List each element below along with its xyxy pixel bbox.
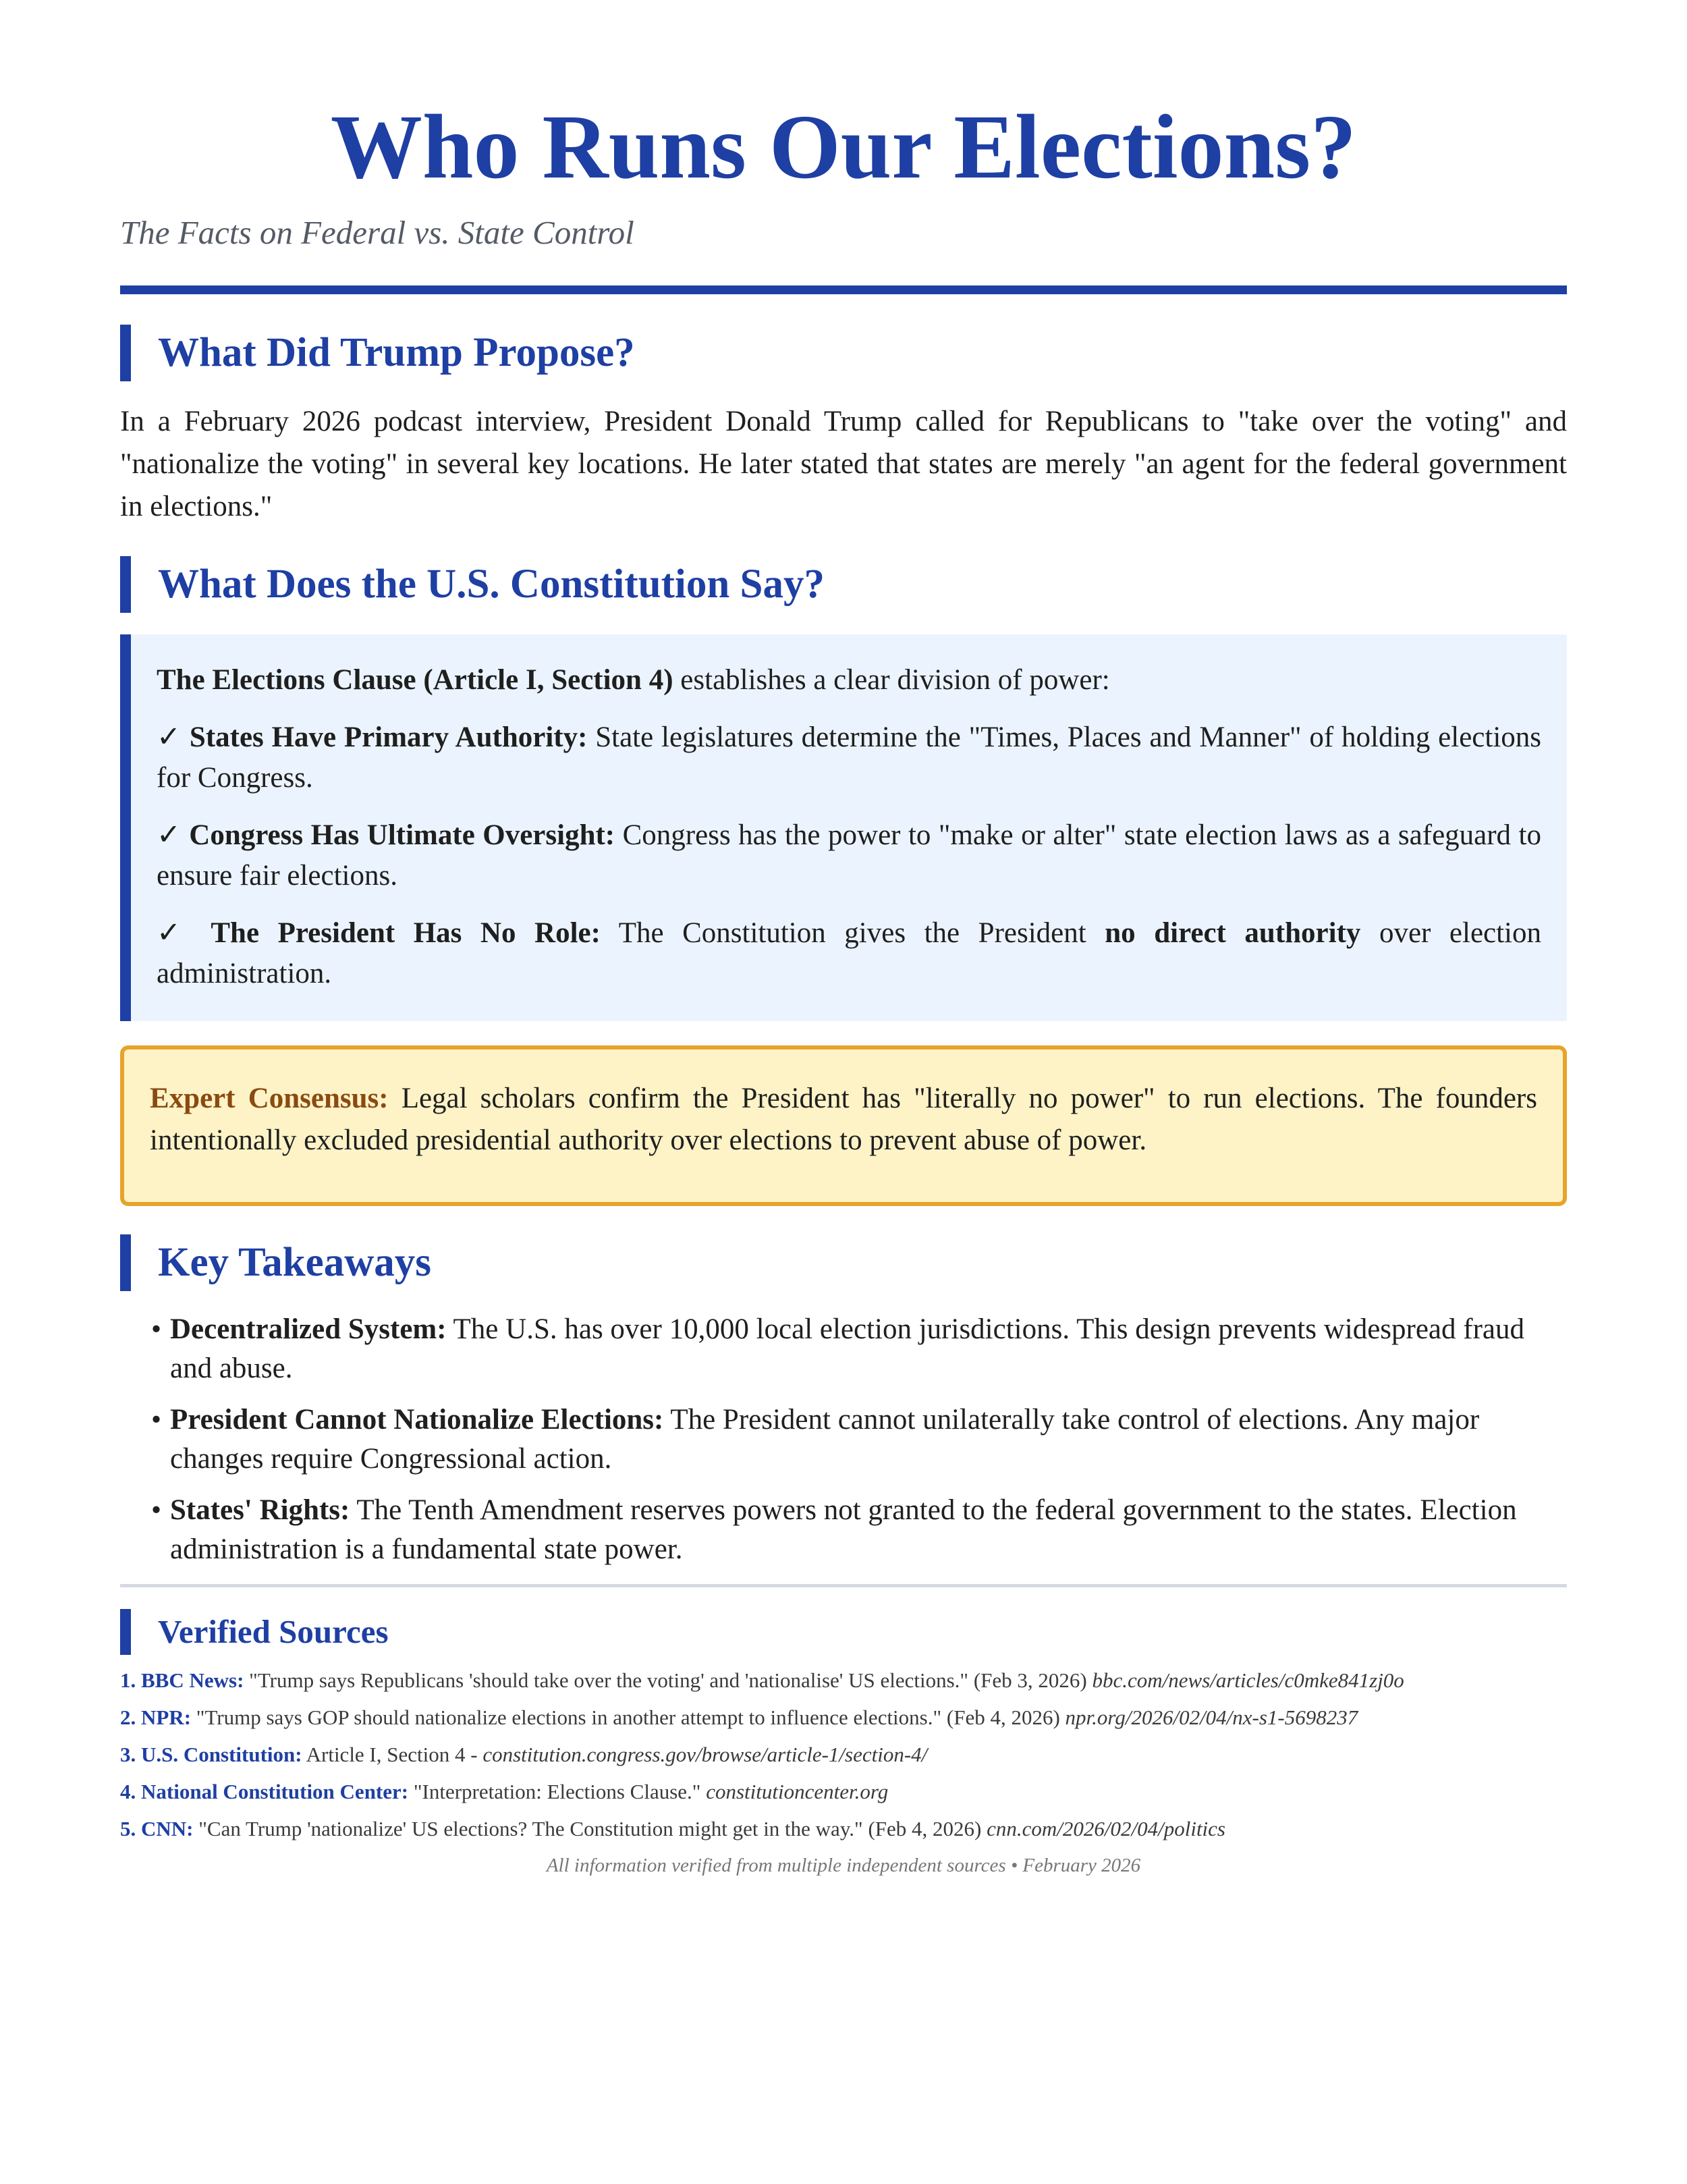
source-text: "Interpretation: Elections Clause." (408, 1779, 707, 1803)
proposal-text: In a February 2026 podcast interview, President Donald Trump called for Republicans to "take over the voting" and "nationalize the voting" in several key locations. He later stated that states are merely "an agent for the federal government in elections." (120, 405, 1567, 522)
source-item (120, 1741, 1567, 1768)
takeaway-text: The President cannot unilaterally take control of elections. Any major changes require Congressional action. (170, 1403, 1480, 1475)
source-label: 2. NPR: (120, 1705, 192, 1729)
source-item (120, 1816, 1567, 1842)
section-heading-sources: Verified Sources (120, 1609, 1567, 1655)
point-president-no-role (157, 912, 1541, 994)
point-congress-oversight (157, 815, 1541, 896)
source-item (120, 1778, 1567, 1805)
checkmark-icon: ✓ (157, 915, 192, 950)
checkmark-icon: ✓ (157, 719, 182, 754)
point-label: States Have Primary Authority: (189, 721, 588, 753)
list-item (151, 1310, 1567, 1388)
point-text: Congress has the power to "make or alter" state election laws as a safeguard to ensure fair elections. (157, 819, 1541, 892)
takeaway-text: The U.S. has over 10,000 local election jurisdictions. This design prevents widespread fraud and abuse. (170, 1313, 1524, 1384)
document-page (120, 0, 1567, 1877)
takeaway-label: President Cannot Nationalize Elections: (170, 1403, 664, 1436)
source-url[interactable]: bbc.com/news/articles/c0mke841zj0o (1092, 1668, 1404, 1692)
takeaway-text: The Tenth Amendment reserves powers not granted to the federal government to the states. Election administration is a fundamental state power. (170, 1494, 1517, 1565)
source-label: 3. U.S. Constitution: (120, 1742, 302, 1766)
point-text: The Constitution gives the President (600, 917, 1105, 949)
sources-divider (120, 1584, 1567, 1587)
title-divider (120, 285, 1567, 294)
source-url[interactable]: constitution.congress.gov/browse/article-1/section-4/ (482, 1742, 928, 1766)
source-label: 4. National Constitution Center: (120, 1779, 409, 1803)
page-title: Who Runs Our Elections? (330, 97, 1357, 198)
source-text: "Trump says GOP should nationalize elections in another attempt to influence elections." (Feb 4, 2026) (191, 1705, 1066, 1729)
takeaways-list (120, 1310, 1567, 1569)
elections-clause-rest: establishes a clear division of power: (673, 663, 1110, 696)
source-text: "Can Trump 'nationalize' US elections? The Constitution might get in the way." (Feb 4, 2026) (193, 1816, 987, 1840)
section-heading-key-takeaways: Key Takeaways (120, 1234, 1567, 1291)
expert-consensus-label: Expert Consensus: (150, 1082, 389, 1114)
source-text: Article I, Section 4 - (302, 1742, 483, 1766)
expert-consensus-callout (120, 1045, 1567, 1206)
source-label: 1. BBC News: (120, 1668, 244, 1692)
verification-footer: All information verified from multiple independent sources • February 2026 (546, 1854, 1141, 1876)
source-text: "Trump says Republicans 'should take over the voting' and 'nationalise' US elections." (Feb 3, 2026) (244, 1668, 1093, 1692)
section-heading-trump-proposal: What Did Trump Propose? (120, 325, 1567, 381)
source-label: 5. CNN: (120, 1816, 194, 1840)
takeaway-label: Decentralized System: (170, 1313, 447, 1345)
point-states-authority (157, 717, 1541, 798)
source-item (120, 1667, 1567, 1694)
checkmark-icon: ✓ (157, 817, 182, 852)
source-url[interactable]: constitutioncenter.org (706, 1779, 889, 1803)
constitution-callout (120, 634, 1567, 1021)
list-item (151, 1400, 1567, 1479)
list-item (151, 1491, 1567, 1569)
source-item (120, 1704, 1567, 1731)
elections-clause-label: The Elections Clause (Article I, Section 4) (157, 663, 673, 696)
section-heading-constitution: What Does the U.S. Constitution Say? (120, 556, 1567, 613)
point-text: State legislatures determine the "Times, Places and Manner" of holding elections for Congress. (157, 721, 1542, 794)
point-text-end: over election administration. (157, 917, 1542, 989)
expert-consensus-text: Legal scholars confirm the President has "literally no power" to run elections. The founders intentionally excluded presidential authority over elections to prevent abuse of power. (150, 1082, 1537, 1156)
source-url[interactable]: npr.org/2026/02/04/nx-s1-5698237 (1065, 1705, 1358, 1729)
elections-clause-intro (157, 660, 1541, 701)
proposal-paragraph (120, 400, 1567, 528)
point-emphasis: no direct authority (1105, 917, 1361, 949)
page-subtitle: The Facts on Federal vs. State Control (120, 214, 634, 251)
sources-list (120, 1667, 1567, 1842)
point-label: The President Has No Role: (211, 917, 601, 949)
point-label: Congress Has Ultimate Oversight: (189, 819, 615, 851)
source-url[interactable]: cnn.com/2026/02/04/politics (987, 1816, 1225, 1840)
takeaway-label: States' Rights: (170, 1494, 350, 1526)
